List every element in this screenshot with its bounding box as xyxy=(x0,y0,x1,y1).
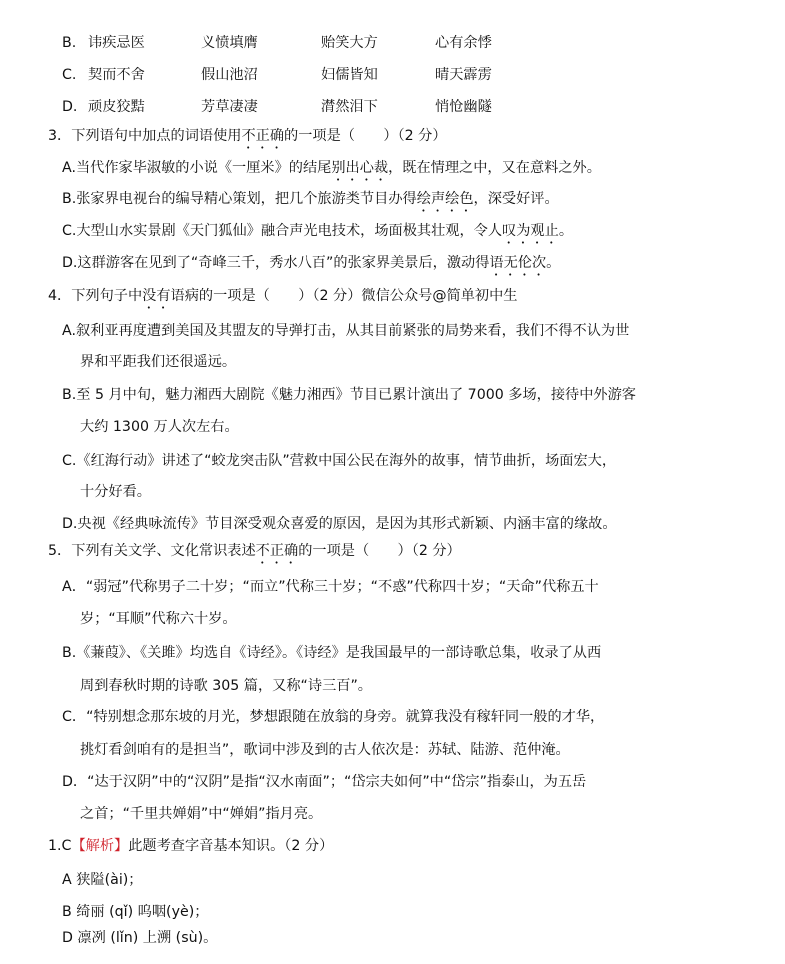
option-label: B. xyxy=(62,35,77,51)
stem-text: 的一项是（ ）（2 分） xyxy=(284,128,447,144)
word: 契而不舍 xyxy=(88,67,145,83)
option-text: A.当代作家毕淑敏的小说《一厘米》的结尾 xyxy=(62,160,332,176)
question-5-option-a-line1: A．“弱冠”代称男子二十岁；“而立”代称三十岁；“不惑”代称四十岁；“天命”代称五十 xyxy=(62,579,599,595)
answer-text: 此题考查字音基本知识。（2 分） xyxy=(128,838,334,854)
analysis-tag: 【解析】 xyxy=(71,838,129,854)
word: 顽皮狡黠 xyxy=(88,99,145,115)
question-4-option-c-line1: C.《红海行动》讲述了“蛟龙突击队”营救中国公民在海外的故事，情节曲折，场面宏大， xyxy=(62,453,617,469)
question-5-option-b-line1: B.《蒹葭》、《关雎》均选自《诗经》。《诗经》是我国最早的一部诗歌总集，收录了从西 xyxy=(62,645,602,661)
word: 讳疾忌医 xyxy=(88,35,145,51)
question-4-option-d: D.央视《经典咏流传》节目深受观众喜爱的原因，是因为其形式新颖、内涵丰富的缘故。 xyxy=(62,516,617,532)
word: 芳草凄凄 xyxy=(201,99,258,115)
word: 假山池沼 xyxy=(201,67,258,83)
stem-text: 3．下列语句中加点的词语使用 xyxy=(48,128,242,144)
option-text: 。 xyxy=(546,255,561,271)
option-label: D. xyxy=(62,99,78,115)
question-5-option-d-line1: D．“达于汉阴”中的“汉阴”是指“汉水南面”；“岱宗夫如何”中“岱宗”指泰山，为五岳 xyxy=(62,774,587,790)
question-5-option-b-line2: 周到春秋时期的诗歌 305 篇，又称“诗三百”。 xyxy=(80,678,372,694)
question-3-option-d xyxy=(62,253,560,279)
question-5-option-a-line2: 岁；“耳顺”代称六十岁。 xyxy=(80,611,237,627)
word: 贻笑大方 xyxy=(321,35,378,51)
word: 妇儒皆知 xyxy=(321,67,378,83)
question-4-option-b-line2: 大约 1300 万人次左右。 xyxy=(80,419,239,435)
dotted-text: 不正确 xyxy=(241,128,285,144)
answer-option-b: B 绮丽 (qǐ) 呜咽(yè)； xyxy=(62,904,209,920)
option-text: 。 xyxy=(558,223,574,239)
question-3-option-c xyxy=(62,221,573,247)
word: 心有余悸 xyxy=(435,35,492,51)
question-3-option-a xyxy=(62,158,601,184)
word: 义愤填膺 xyxy=(201,35,258,51)
answer-number: 1.C xyxy=(48,838,72,854)
option-text: D.这群游客在见到了“奇峰三千，秀水八百”的张家界美景后，激动得 xyxy=(62,255,490,271)
option-label: C. xyxy=(62,67,77,83)
dotted-text: 绘声绘色 xyxy=(416,191,474,207)
stem-text: 语病的一项是（ ）（2 分）微信公众号@简单初中生 xyxy=(170,288,518,304)
answer-option-a: A 狭隘(ài)； xyxy=(62,872,143,888)
word: 悄怆幽隧 xyxy=(435,99,492,115)
dotted-text: 别出心裁 xyxy=(331,160,389,176)
option-text: ，深受好评。 xyxy=(473,191,559,207)
option-text: B.张家界电视台的编导精心策划，把几个旅游类节目办得 xyxy=(62,191,417,207)
question-4-option-a-line2: 界和平距我们还很遥远。 xyxy=(80,354,237,370)
answer-option-d: D 凛冽 (lǐn) 上溯 (sù)。 xyxy=(62,930,218,946)
question-5-option-c-line2: 挑灯看剑咱有的是担当”，歌词中涉及到的古人依次是：苏轼、陆游、范仲淹。 xyxy=(80,742,570,758)
option-text: C.大型山水实景剧《天门狐仙》融合声光电技术，场面极其壮观，令人 xyxy=(62,223,503,239)
dotted-text: 叹为观止 xyxy=(502,223,559,239)
question-5-stem xyxy=(48,541,461,567)
option-text: ，既在情理之中，又在意料之外。 xyxy=(388,160,601,176)
question-4-option-b-line1: B.至 5 月中旬，魅力湘西大剧院《魅力湘西》节目已累计演出了 7000 多场，接待中外游客 xyxy=(62,387,636,403)
dotted-text: 不正确 xyxy=(255,543,299,559)
question-4-stem xyxy=(48,286,518,312)
stem-text: 4．下列句子中 xyxy=(48,288,143,304)
question-4-option-c-line2: 十分好看。 xyxy=(80,484,151,500)
word: 潸然泪下 xyxy=(321,99,378,115)
question-5-option-c-line1: C．“特别想念那东坡的月光，梦想跟随在放翁的身旁。就算我没有稼轩同一般的才华， xyxy=(62,709,605,725)
question-3-option-b xyxy=(62,189,559,215)
stem-text: 的一项是（ ）（2 分） xyxy=(298,543,461,559)
question-3-stem xyxy=(48,126,447,152)
question-5-option-d-line2: 之首；“千里共婵娟”中“婵娟”指月亮。 xyxy=(80,806,323,822)
question-4-option-a-line1: A.叙利亚再度遭到美国及其盟友的导弹打击，从其目前紧张的局势来看，我们不得不认为世 xyxy=(62,323,630,339)
word: 晴天霹雳 xyxy=(435,67,492,83)
stem-text: 5．下列有关文学、文化常识表述 xyxy=(48,543,256,559)
dotted-text: 语无伦次 xyxy=(489,255,547,271)
dotted-text: 没有 xyxy=(142,288,171,304)
answer-header xyxy=(48,836,333,856)
